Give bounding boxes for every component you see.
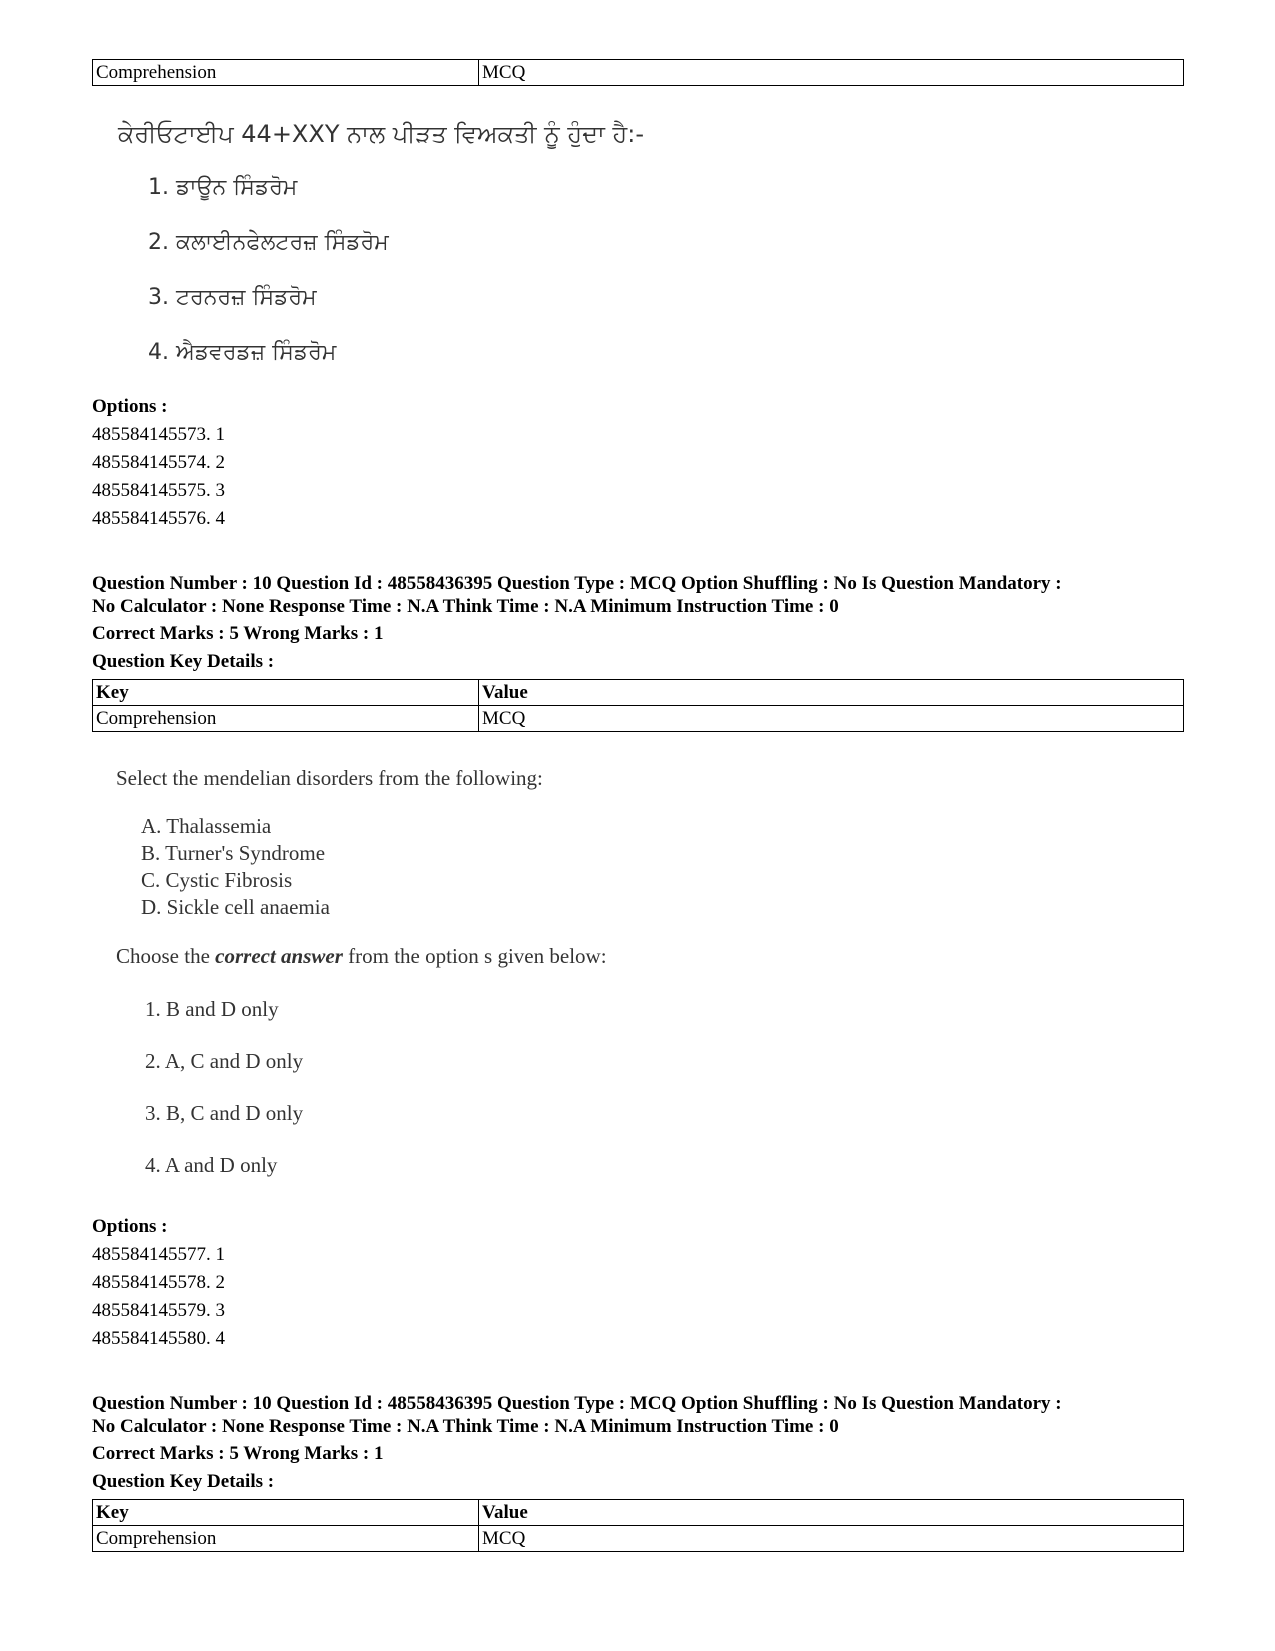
- choice-item: 2. A, C and D only: [145, 1049, 304, 1073]
- choice-item: 1. ਡਾਊਨ ਸਿੰਡਰੋਮ: [148, 175, 298, 200]
- choice-item: 4. ਐਡਵਰਡਜ਼ ਸਿੰਡਰੋਮ: [148, 340, 337, 365]
- table-row: [93, 60, 1184, 86]
- option-line: 485584145576. 4: [92, 508, 225, 529]
- option-line: 485584145577. 1: [92, 1244, 225, 1265]
- table-cell-value: MCQ: [479, 706, 1184, 732]
- table-header-value: Value: [479, 1500, 1184, 1526]
- option-line: 485584145573. 1: [92, 424, 225, 445]
- key-value-table: [92, 679, 1184, 732]
- question-meta-line: No Calculator : None Response Time : N.A Think Time : N.A Minimum Instruction Time : 0: [92, 596, 839, 617]
- choice-item: 2. ਕਲਾਈਨਫੇਲਟਰਜ਼ ਸਿੰਡਰੋਮ: [148, 230, 389, 255]
- question-meta-line: No Calculator : None Response Time : N.A Think Time : N.A Minimum Instruction Time : 0: [92, 1416, 839, 1437]
- choice-item: 1. B and D only: [145, 997, 279, 1021]
- table-cell-value: MCQ: [479, 1526, 1184, 1552]
- table-cell-key: Comprehension: [93, 706, 479, 732]
- marks-line: Correct Marks : 5 Wrong Marks : 1: [92, 1443, 384, 1464]
- option-line: 485584145579. 3: [92, 1300, 225, 1321]
- instruction-suffix: from the option s given below:: [342, 944, 607, 968]
- table-cell-key: Comprehension: [93, 60, 479, 86]
- table-row: [93, 706, 1184, 732]
- table-cell-key: Comprehension: [93, 1526, 479, 1552]
- instruction-emphasis: correct answer: [215, 944, 343, 968]
- question-meta: [92, 572, 1192, 618]
- table-row: [93, 1526, 1184, 1552]
- key-details-label: Question Key Details :: [92, 651, 275, 672]
- instruction-text: [116, 944, 607, 969]
- table-header-row: [93, 1500, 1184, 1526]
- table-header-key: Key: [93, 680, 479, 706]
- question-meta: [92, 1392, 1192, 1438]
- option-line: 485584145575. 3: [92, 480, 225, 501]
- key-value-table: [92, 1499, 1184, 1552]
- question-text-punjabi: ਕੇਰੀਓਟਾਈਪ 44+XXY ਨਾਲ ਪੀੜਤ ਵਿਅਕਤੀ ਨੂੰ ਹੁੰਦਾ ਹੈ:-: [118, 120, 644, 148]
- table-header-row: [93, 680, 1184, 706]
- table-cell-value: MCQ: [479, 60, 1184, 86]
- table-header-key: Key: [93, 1500, 479, 1526]
- instruction-prefix: Choose the: [116, 944, 216, 968]
- list-item: A. Thalassemia: [141, 814, 272, 838]
- key-value-table-top: [92, 59, 1184, 86]
- option-line: 485584145574. 2: [92, 452, 225, 473]
- key-details-label: Question Key Details :: [92, 1471, 275, 1492]
- choice-item: 4. A and D only: [145, 1153, 278, 1177]
- options-label: Options :: [92, 396, 168, 417]
- options-label: Options :: [92, 1216, 168, 1237]
- option-line: 485584145578. 2: [92, 1272, 225, 1293]
- option-line: 485584145580. 4: [92, 1328, 225, 1349]
- list-item: C. Cystic Fibrosis: [141, 868, 293, 892]
- table-header-value: Value: [479, 680, 1184, 706]
- list-item: D. Sickle cell anaemia: [141, 895, 330, 919]
- choice-item: 3. ਟਰਨਰਜ਼ ਸਿੰਡਰੋਮ: [148, 285, 317, 310]
- list-item: B. Turner's Syndrome: [141, 841, 326, 865]
- marks-line: Correct Marks : 5 Wrong Marks : 1: [92, 623, 384, 644]
- question-meta-line: Question Number : 10 Question Id : 48558436395 Question Type : MCQ Option Shuffling : No Is Question Mandatory :: [92, 1393, 1062, 1414]
- question-meta-line: Question Number : 10 Question Id : 48558436395 Question Type : MCQ Option Shuffling : No Is Question Mandatory :: [92, 573, 1062, 594]
- question-text: Select the mendelian disorders from the following:: [116, 766, 543, 790]
- choice-item: 3. B, C and D only: [145, 1101, 304, 1125]
